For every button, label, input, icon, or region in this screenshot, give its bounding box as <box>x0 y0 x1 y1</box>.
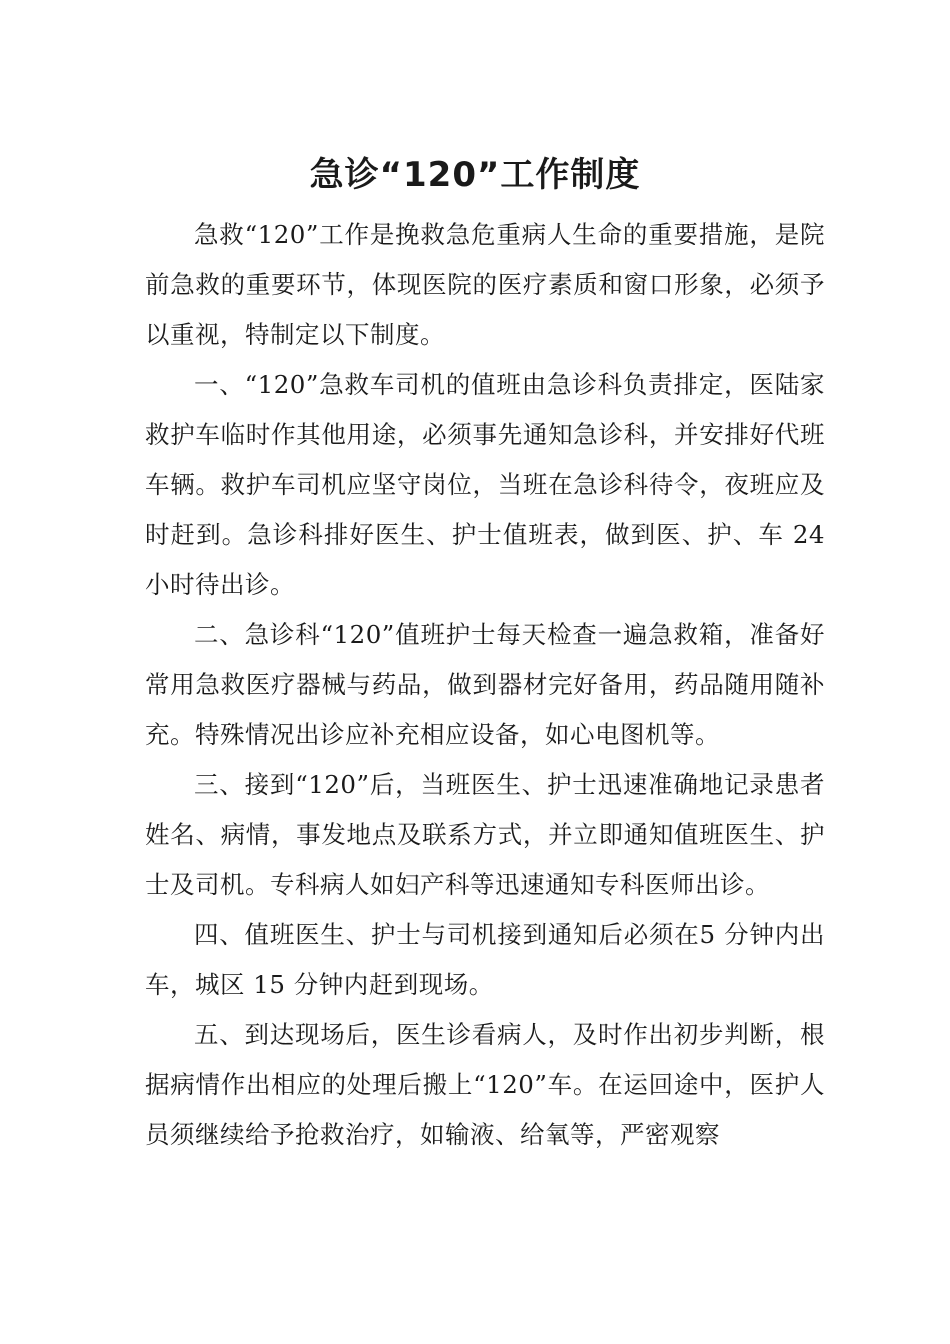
rule-5-paragraph: 五、到达现场后，医生诊看病人，及时作出初步判断，根据病情作出相应的处理后搬上“120”车。在运回途中，医护人员须继续给予抢救治疗，如输液、给氧等，严密观察 <box>145 1020 825 1149</box>
rule-3-paragraph: 三、接到“120”后，当班医生、护士迅速准确地记录患者姓名、病情，事发地点及联系方式，并立即通知值班医生、护士及司机。专科病人如妇产科等迅速通知专科医师出诊。 <box>145 770 825 899</box>
intro-paragraph: 急救“120”工作是挽救急危重病人生命的重要措施，是院前急救的重要环节，体现医院的医疗素质和窗口形象，必须予以重视，特制定以下制度。 <box>145 220 825 349</box>
document-body <box>145 210 825 1160</box>
document-title: 急诊“120”工作制度 <box>309 155 641 195</box>
rule-4-paragraph: 四、值班医生、护士与司机接到通知后必须在5 分钟内出车，城区 15 分钟内赶到现场。 <box>145 920 825 999</box>
rule-1-paragraph: 一、“120”急救车司机的值班由急诊科负责排定，医陆家救护车临时作其他用途，必须事先通知急诊科，并安排好代班车辆。救护车司机应坚守岗位，当班在急诊科待令，夜班应及时赶到。急诊科排好医生、护士值班表，做到医、护、车 24 小时待出诊。 <box>145 370 825 599</box>
rule-2-paragraph: 二、急诊科“120”值班护士每天检查一遍急救箱，准备好常用急救医疗器械与药品，做到器材完好备用，药品随用随补充。特殊情况出诊应补充相应设备，如心电图机等。 <box>145 620 825 749</box>
